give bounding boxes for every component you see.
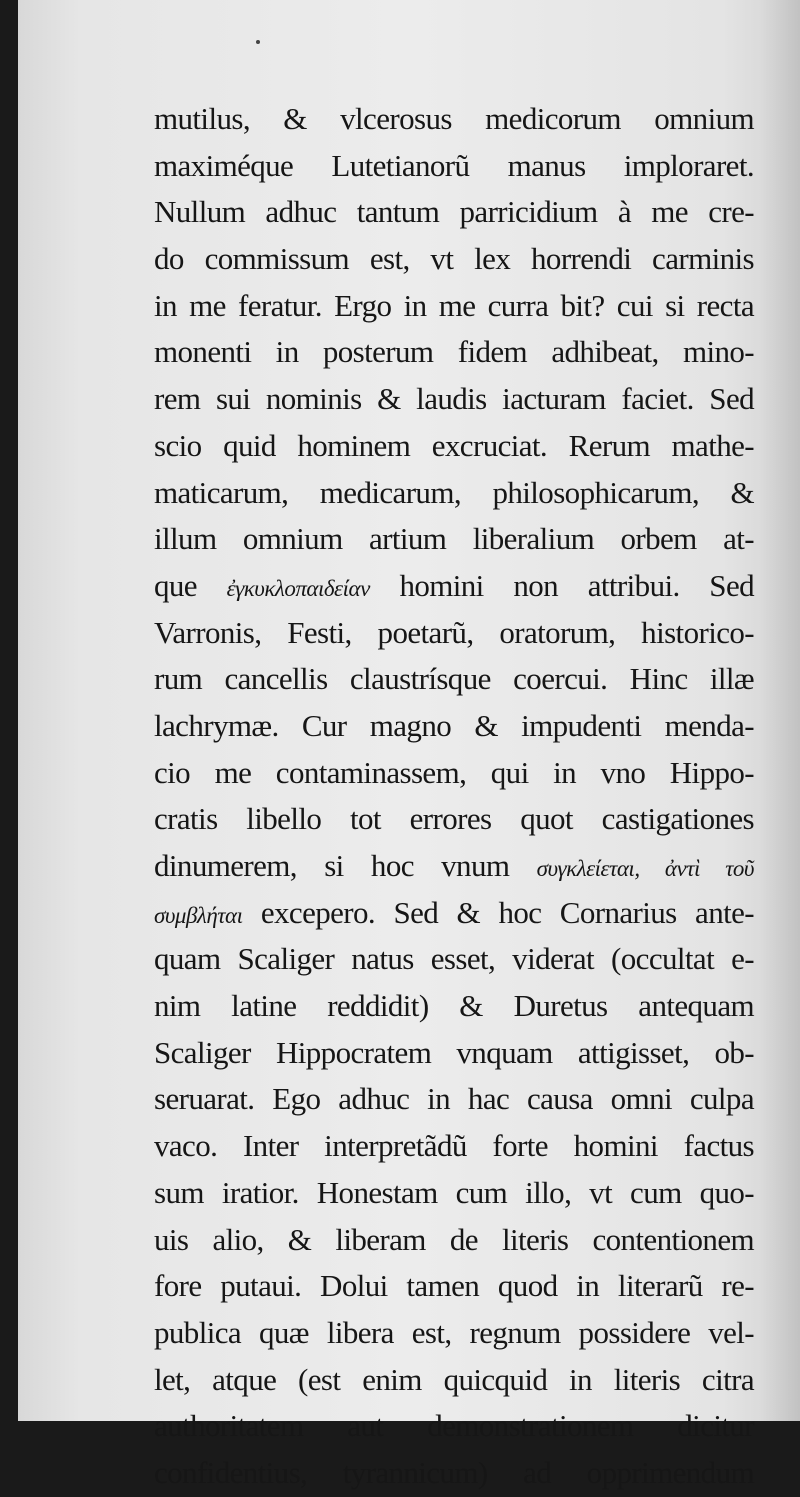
text-line: cio me contaminassem, qui in vno Hippo- <box>154 754 754 790</box>
text-line: maximéque Lutetianorũ manus imploraret. <box>154 147 754 183</box>
greek-text: συγκλείεται, ἀντὶ τοῦ <box>536 856 754 881</box>
text-line: Scaliger Hippocratem vnquam attigisset, ob- <box>154 1034 754 1070</box>
text-line <box>154 843 754 890</box>
text-line: publica quæ libera est, regnum possidere vel- <box>154 1314 754 1350</box>
text-line: lachrymæ. Cur magno & impudenti menda- <box>154 707 754 743</box>
latin-text: excepero. Sed & hoc Cornarius ante- <box>242 894 754 930</box>
text-line: rum cancellis claustrísque coercui. Hinc illæ <box>154 661 754 697</box>
text-line: scio quid hominem excruciat. Rerum mathe- <box>154 427 754 463</box>
text-line <box>154 890 754 937</box>
text-line: nim latine reddidit) & Duretus antequam <box>154 988 754 1024</box>
text-line: vaco. Inter interpretãdũ forte homini factus <box>154 1128 754 1164</box>
text-line: mutilus, & vlcerosus medicorum omnium <box>154 101 754 136</box>
text-line: monenti in posterum fidem adhibeat, mino- <box>154 334 754 370</box>
text-line: maticarum, medicarum, philosophicarum, & <box>154 474 754 510</box>
text-line: Nullum adhuc tantum parricidium à me cre- <box>154 194 754 230</box>
text-line: confidentius, tyrannicum) ad opprimendum <box>154 1454 754 1490</box>
text-line: cratis libello tot errores quot castigationes <box>154 801 754 837</box>
text-line <box>154 563 754 610</box>
text-line: Varronis, Festi, poetarũ, oratorum, historico- <box>154 614 754 650</box>
latin-text: homini non attribui. Sed <box>369 567 755 603</box>
text-line: uis alio, & liberam de literis contentionem <box>154 1221 754 1257</box>
page-text-block <box>154 96 754 1497</box>
greek-text: συμβλήται <box>154 902 243 928</box>
text-line: fore putaui. Dolui tamen quod in literarũ re- <box>154 1268 754 1304</box>
text-line: seruarat. Ego adhuc in hac causa omni culpa <box>154 1081 754 1117</box>
text-line: rem sui nominis & laudis iacturam faciet. Sed <box>154 381 754 417</box>
text-line: sum iratior. Honestam cum illo, vt cum quo- <box>154 1174 754 1210</box>
ink-speck <box>256 40 260 44</box>
greek-text: ἐγκυκλοπαιδείαν <box>226 575 370 601</box>
text-line: let, atque (est enim quicquid in literis citra <box>154 1361 754 1397</box>
latin-text: que <box>154 567 227 603</box>
text-line: in me feratur. Ergo in me curra bit? cui si recta <box>154 287 754 323</box>
text-line: authoritatem aut demonstrationem dicitur <box>154 1408 754 1444</box>
text-line: do commissum est, vt lex horrendi carminis <box>154 241 754 277</box>
text-line: quam Scaliger natus esset, viderat (occultat e- <box>154 941 754 977</box>
book-page <box>18 0 800 1490</box>
text-line: illum omnium artium liberalium orbem at- <box>154 521 754 557</box>
latin-text: dinumerem, si hoc vnum <box>154 848 537 883</box>
